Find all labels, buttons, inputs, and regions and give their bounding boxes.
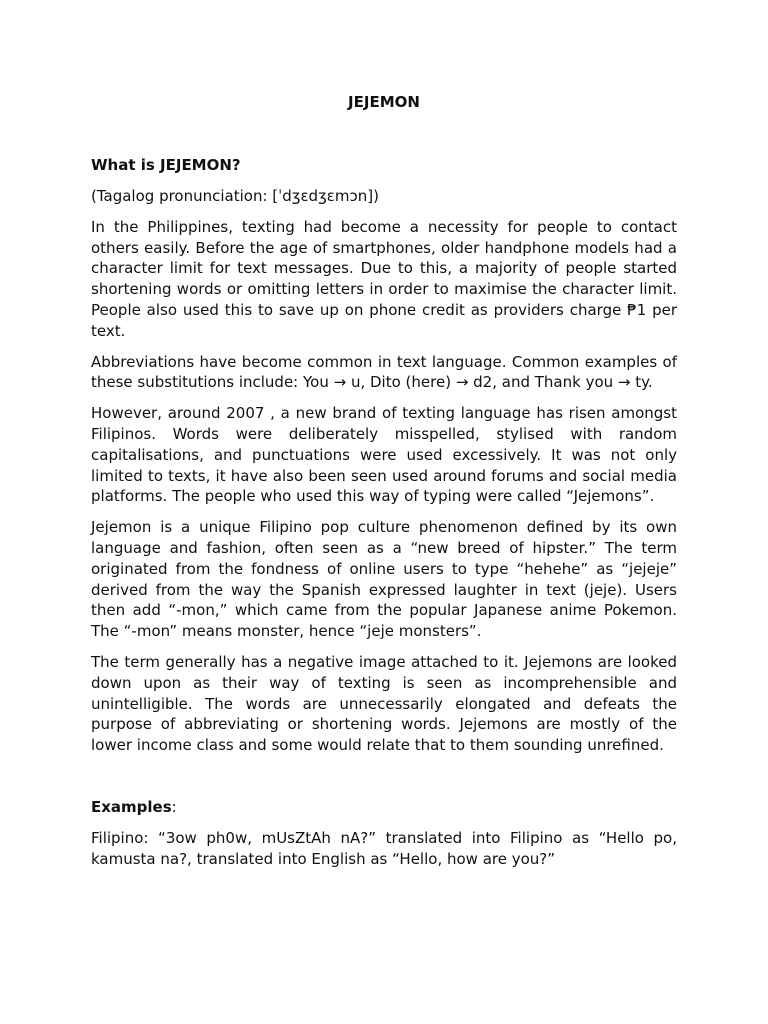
document-body xyxy=(91,92,677,869)
paragraph-abbreviations: Abbreviations have become common in text language. Common examples of these substitutions include: You → u, Dito (here) → d2, and Thank you → ty. xyxy=(91,352,677,392)
pronunciation-line: (Tagalog pronunciation: [ˈdʒɛdʒɛmɔn]) xyxy=(91,187,379,205)
document-title: JEJEMON xyxy=(348,93,420,111)
examples-heading xyxy=(91,797,677,818)
paragraph-negative-image: The term generally has a negative image attached to it. Jejemons are looked down upon as their way of texting is seen as incomprehensible and unintelligible. The words are unnecessarily elongated and defeats the purpose of abbreviating or shortening words. Jejemons are mostly of the lower income class and some would relate that to them sounding unrefined. xyxy=(91,652,677,755)
paragraph-history: However, around 2007 , a new brand of texting language has risen amongst Filipinos. Words were deliberately misspelled, stylised with random capitalisations, and punctuations were used excessively. It was not only limited to texts, it have also been seen used around forums and social media platforms. The people who used this way of typing were called “Jejemons”. xyxy=(91,404,677,506)
examples-label: Examples xyxy=(91,797,172,816)
section-heading: What is JEJEMON? xyxy=(91,156,241,174)
paragraph-definition: Jejemon is a unique Filipino pop culture phenomenon defined by its own language and fashion, often seen as a “new breed of hipster.” The term originated from the fondness of online users to type “hehehe” as “jejeje” derived from the way the Spanish expressed laughter in text (jeje). Users then add “-mon,” which came from the popular Japanese anime Pokemon. The “-mon” means monster, hence “jeje monsters”. xyxy=(91,518,677,641)
examples-colon: : xyxy=(171,797,177,816)
example-paragraph: Filipino: “3ow ph0w, mUsZtAh nA?” translated into Filipino as “Hello po, kamusta na?, translated into English as “Hello, how are you?” xyxy=(91,828,677,868)
paragraph-texting-necessity: In the Philippines, texting had become a necessity for people to contact others easily. Before the age of smartphones, older handphone models had a character limit for text messages. Due to this, a majority of people started shortening words or omitting letters in order to maximise the character limit. People also used this to save up on phone credit as providers charge ₱1 per text. xyxy=(91,217,677,340)
